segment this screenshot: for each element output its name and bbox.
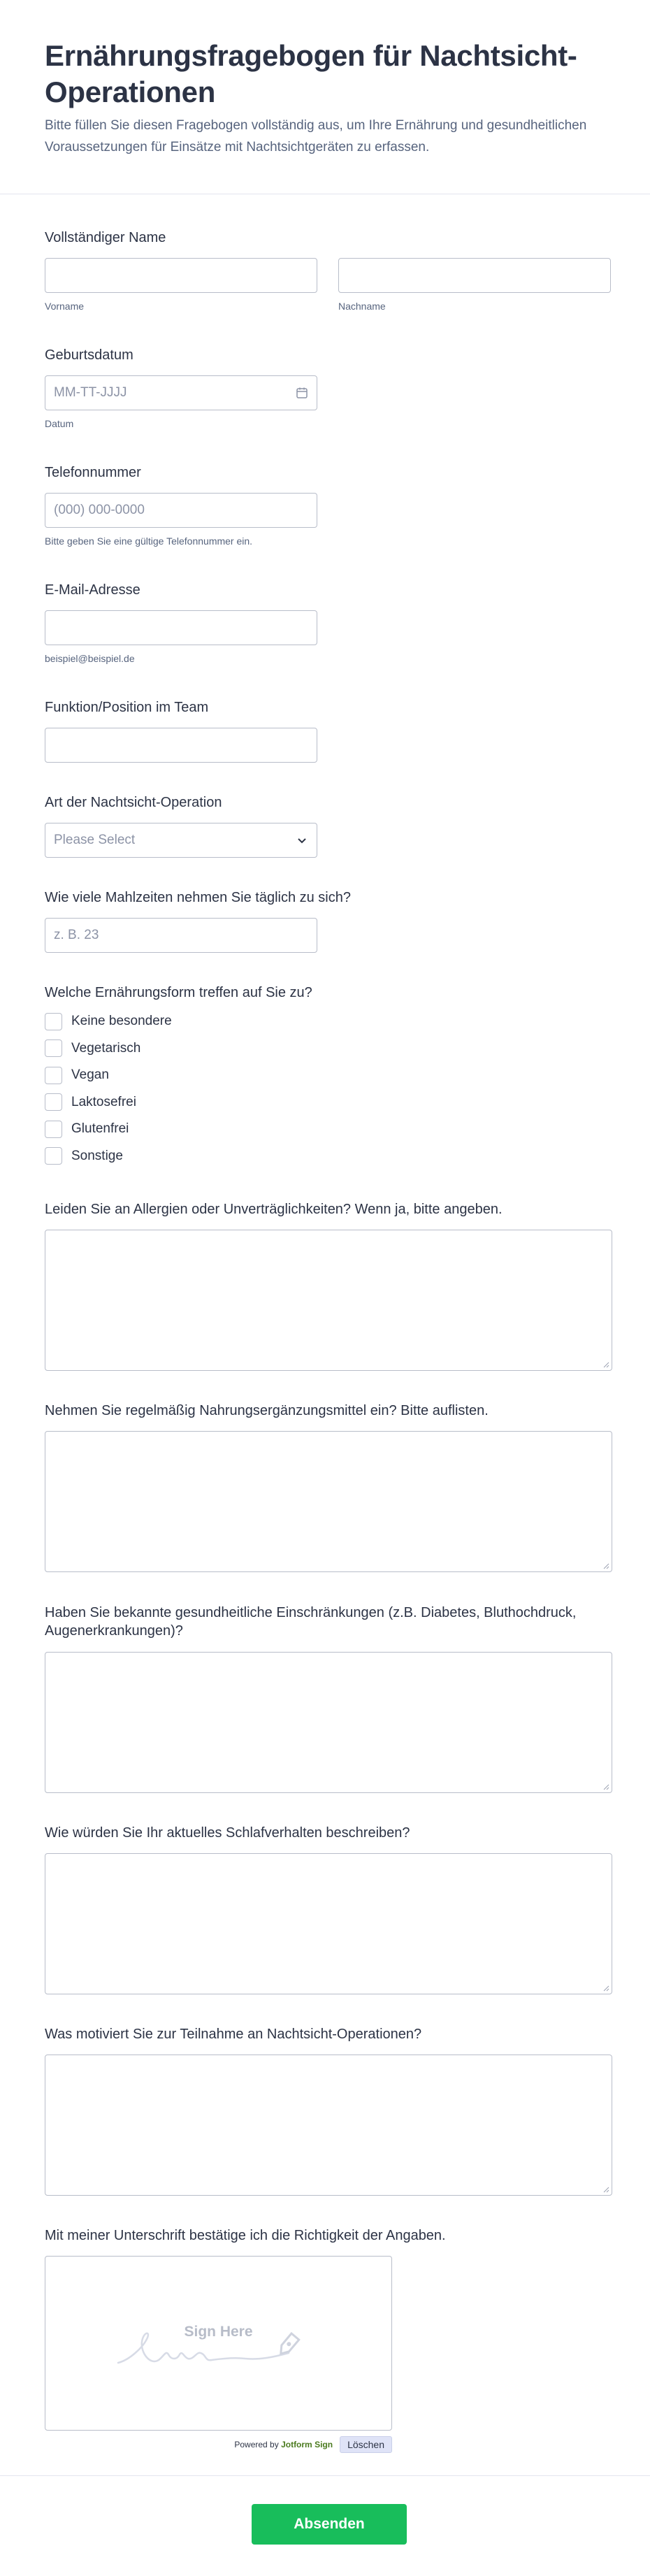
health-field: [45, 1604, 612, 1793]
diet-option[interactable]: Laktosefrei: [45, 1089, 312, 1116]
form-description: Bitte füllen Sie diesen Fragebogen vollständig aus, um Ihre Ernährung und gesundheitlichen Voraussetzungen für Einsätze mit Nachtsichtgeräten zu erfassen.: [45, 118, 587, 154]
checkbox[interactable]: [45, 1147, 62, 1165]
supplements-field: [45, 1402, 612, 1572]
birthdate-sublabel: Datum: [45, 418, 74, 429]
checkbox[interactable]: [45, 1067, 62, 1084]
diet-option[interactable]: Vegetarisch: [45, 1035, 312, 1063]
email-input[interactable]: [45, 610, 317, 645]
role-input[interactable]: [45, 728, 317, 763]
first-name-sublabel: Vorname: [45, 301, 85, 312]
email-field: [45, 582, 317, 664]
role-label: Funktion/Position im Team: [45, 700, 209, 715]
resize-handle-icon[interactable]: [602, 2186, 609, 2193]
birthdate-placeholder: MM-TT-JJJJ: [54, 385, 127, 400]
sleep-textarea[interactable]: [45, 1853, 612, 1994]
first-name-input[interactable]: [45, 258, 317, 293]
footer-divider: [0, 2475, 650, 2476]
sleep-field: [45, 1825, 612, 1994]
operation-type-selected: Please Select: [54, 833, 136, 847]
diet-label: Welche Ernährungsform treffen auf Sie zu?: [45, 985, 312, 1000]
calendar-icon[interactable]: [296, 387, 308, 399]
allergies-textarea[interactable]: [45, 1230, 612, 1371]
sleep-label: Wie würden Sie Ihr aktuelles Schlafverhalten beschreiben?: [45, 1825, 410, 1841]
diet-option[interactable]: Keine besondere: [45, 1008, 312, 1035]
chevron-down-icon[interactable]: [296, 834, 308, 847]
full-name-field: [45, 229, 611, 312]
health-label: Haben Sie bekannte gesundheitliche Einschränkungen (z.B. Diabetes, Bluthochdruck, Augenerkrankungen)?: [45, 1605, 577, 1639]
diet-options: [45, 1008, 312, 1170]
submit-button[interactable]: Absenden: [252, 2504, 407, 2545]
motivation-label: Was motiviert Sie zur Teilnahme an Nachtsicht-Operationen?: [45, 2027, 422, 2042]
operation-type-field: [45, 794, 317, 858]
full-name-label: Vollständiger Name: [45, 230, 166, 245]
motivation-field: [45, 2026, 612, 2196]
phone-label: Telefonnummer: [45, 465, 141, 480]
signature-field: [45, 2227, 446, 2453]
meals-label: Wie viele Mahlzeiten nehmen Sie täglich zu sich?: [45, 890, 351, 905]
operation-type-label: Art der Nachtsicht-Operation: [45, 795, 222, 810]
allergies-field: [45, 1201, 612, 1371]
resize-handle-icon[interactable]: [602, 1985, 609, 1992]
phone-input[interactable]: [45, 493, 317, 528]
diet-option[interactable]: Glutenfrei: [45, 1116, 312, 1143]
checkbox[interactable]: [45, 1121, 62, 1138]
birthdate-input[interactable]: [45, 375, 317, 410]
birthdate-label: Geburtsdatum: [45, 347, 133, 363]
allergies-label: Leiden Sie an Allergien oder Unverträglichkeiten? Wenn ja, bitte angeben.: [45, 1202, 503, 1217]
diet-option[interactable]: Sonstige: [45, 1143, 312, 1170]
phone-placeholder: (000) 000-0000: [54, 503, 145, 517]
diet-field: [45, 984, 312, 1170]
clear-signature-button[interactable]: Löschen: [340, 2436, 392, 2453]
supplements-textarea[interactable]: [45, 1431, 612, 1572]
motivation-textarea[interactable]: [45, 2055, 612, 2196]
last-name-sublabel: Nachname: [338, 301, 386, 312]
diet-option[interactable]: Vegan: [45, 1062, 312, 1089]
signature-placeholder: Sign Here: [184, 2324, 253, 2340]
form-title: Ernährungsfragebogen für Nachtsicht-Operationen: [45, 39, 577, 108]
form-header: [0, 0, 650, 194]
meals-input[interactable]: [45, 918, 317, 953]
resize-handle-icon[interactable]: [602, 1361, 609, 1368]
checkbox[interactable]: [45, 1093, 62, 1111]
phone-field: [45, 464, 317, 547]
powered-by-text: Powered by Jotform Sign: [234, 2440, 333, 2449]
phone-sublabel: Bitte geben Sie eine gültige Telefonnummer ein.: [45, 535, 253, 547]
last-name-input[interactable]: [338, 258, 611, 293]
birthdate-field: [45, 347, 317, 429]
checkbox[interactable]: [45, 1039, 62, 1057]
signature-footer: [45, 2436, 392, 2453]
checkbox[interactable]: [45, 1013, 62, 1030]
resize-handle-icon[interactable]: [602, 1783, 609, 1790]
email-label: E-Mail-Adresse: [45, 582, 140, 598]
email-sublabel: beispiel@beispiel.de: [45, 653, 135, 664]
meals-placeholder: z. B. 23: [54, 928, 99, 942]
resize-handle-icon[interactable]: [602, 1562, 609, 1569]
operation-type-select[interactable]: [45, 823, 317, 858]
health-textarea[interactable]: [45, 1652, 612, 1793]
signature-label: Mit meiner Unterschrift bestätige ich die Richtigkeit der Angaben.: [45, 2228, 446, 2243]
role-field: [45, 699, 317, 763]
signature-pad[interactable]: [45, 2256, 392, 2431]
jotform-sign-brand: Jotform Sign: [281, 2440, 333, 2449]
meals-field: [45, 889, 351, 953]
supplements-label: Nehmen Sie regelmäßig Nahrungsergänzungsmittel ein? Bitte auflisten.: [45, 1403, 489, 1418]
